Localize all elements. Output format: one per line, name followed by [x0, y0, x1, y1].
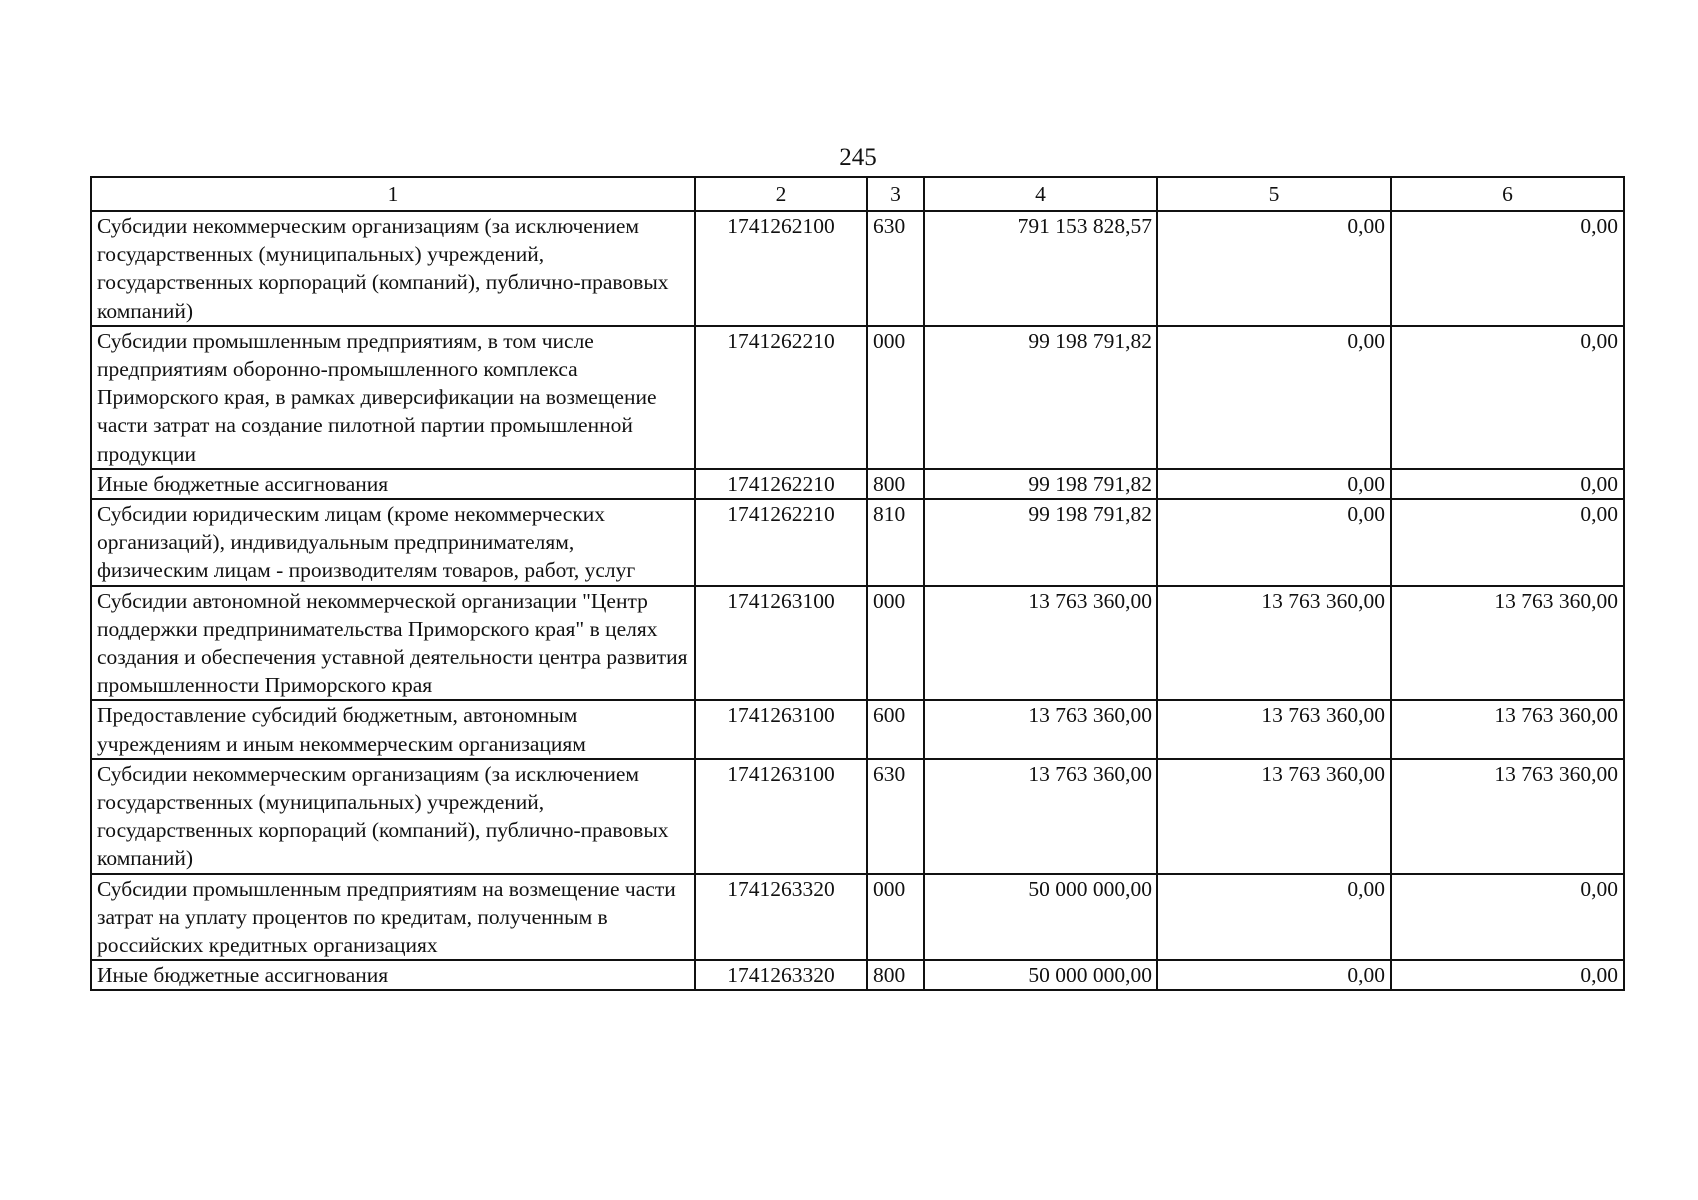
row-name: Субсидии некоммерческим организациям (за исключением государственных (муниципальных) учреждений, государственных корпораций (компаний), публично-правовых компаний) — [91, 759, 695, 874]
row-sum-col-4: 99 198 791,82 — [924, 499, 1157, 586]
table-row — [91, 499, 1624, 586]
row-expense-type: 800 — [867, 960, 924, 990]
row-name: Субсидии автономной некоммерческой организации "Центр поддержки предпринимательства Приморского края" в целях создания и обеспечения уставной деятельности центра развития промышленности Приморского края — [91, 586, 695, 701]
row-expense-type: 600 — [867, 700, 924, 758]
row-expense-type: 000 — [867, 586, 924, 701]
row-sum-col-4: 791 153 828,57 — [924, 211, 1157, 326]
row-sum-col-5: 0,00 — [1157, 326, 1391, 469]
row-expense-type: 630 — [867, 759, 924, 874]
row-sum-col-5: 13 763 360,00 — [1157, 759, 1391, 874]
table-row — [91, 700, 1624, 758]
row-expense-type: 000 — [867, 326, 924, 469]
row-sum-col-6: 0,00 — [1391, 211, 1624, 326]
row-sum-col-4: 13 763 360,00 — [924, 586, 1157, 701]
table-body — [91, 211, 1624, 990]
row-sum-col-5: 13 763 360,00 — [1157, 586, 1391, 701]
header-col-5: 5 — [1157, 177, 1391, 211]
header-col-6: 6 — [1391, 177, 1624, 211]
row-name: Иные бюджетные ассигнования — [91, 469, 695, 499]
row-sum-col-5: 0,00 — [1157, 211, 1391, 326]
row-target-code: 1741262210 — [695, 326, 867, 469]
table-row — [91, 874, 1624, 961]
row-name: Субсидии юридическим лицам (кроме некоммерческих организаций), индивидуальным предпринимателям, физическим лицам - производителям товаров, работ, услуг — [91, 499, 695, 586]
row-target-code: 1741262100 — [695, 211, 867, 326]
row-sum-col-6: 0,00 — [1391, 469, 1624, 499]
row-sum-col-4: 13 763 360,00 — [924, 700, 1157, 758]
row-sum-col-4: 99 198 791,82 — [924, 469, 1157, 499]
row-expense-type: 000 — [867, 874, 924, 961]
table-row — [91, 960, 1624, 990]
budget-table — [90, 176, 1625, 991]
row-sum-col-4: 50 000 000,00 — [924, 874, 1157, 961]
header-col-2: 2 — [695, 177, 867, 211]
header-col-4: 4 — [924, 177, 1157, 211]
row-sum-col-6: 0,00 — [1391, 326, 1624, 469]
table-header — [91, 177, 1624, 211]
header-row — [91, 177, 1624, 211]
table-row — [91, 759, 1624, 874]
row-target-code: 1741263100 — [695, 586, 867, 701]
header-col-3: 3 — [867, 177, 924, 211]
row-sum-col-5: 13 763 360,00 — [1157, 700, 1391, 758]
row-sum-col-6: 0,00 — [1391, 874, 1624, 961]
row-sum-col-6: 13 763 360,00 — [1391, 700, 1624, 758]
table-row — [91, 469, 1624, 499]
table-row — [91, 326, 1624, 469]
table-row — [91, 211, 1624, 326]
row-target-code: 1741262210 — [695, 469, 867, 499]
row-target-code: 1741263100 — [695, 759, 867, 874]
row-sum-col-5: 0,00 — [1157, 960, 1391, 990]
row-sum-col-5: 0,00 — [1157, 874, 1391, 961]
row-target-code: 1741263100 — [695, 700, 867, 758]
page-number: 245 — [839, 144, 877, 171]
row-name: Субсидии промышленным предприятиям, в том числе предприятиям оборонно-промышленного комплекса Приморского края, в рамках диверсификации на возмещение части затрат на создание пилотной партии промышленной продукции — [91, 326, 695, 469]
row-sum-col-6: 0,00 — [1391, 499, 1624, 586]
row-name: Иные бюджетные ассигнования — [91, 960, 695, 990]
row-name: Субсидии некоммерческим организациям (за исключением государственных (муниципальных) учреждений, государственных корпораций (компаний), публично-правовых компаний) — [91, 211, 695, 326]
row-sum-col-6: 13 763 360,00 — [1391, 759, 1624, 874]
row-sum-col-4: 50 000 000,00 — [924, 960, 1157, 990]
header-col-1: 1 — [91, 177, 695, 211]
row-name: Субсидии промышленным предприятиям на возмещение части затрат на уплату процентов по кредитам, полученным в российских кредитных организациях — [91, 874, 695, 961]
row-sum-col-4: 99 198 791,82 — [924, 326, 1157, 469]
row-target-code: 1741262210 — [695, 499, 867, 586]
row-sum-col-6: 13 763 360,00 — [1391, 586, 1624, 701]
row-expense-type: 800 — [867, 469, 924, 499]
row-sum-col-5: 0,00 — [1157, 499, 1391, 586]
row-sum-col-4: 13 763 360,00 — [924, 759, 1157, 874]
row-target-code: 1741263320 — [695, 960, 867, 990]
row-expense-type: 630 — [867, 211, 924, 326]
row-expense-type: 810 — [867, 499, 924, 586]
table-row — [91, 586, 1624, 701]
row-sum-col-5: 0,00 — [1157, 469, 1391, 499]
row-name: Предоставление субсидий бюджетным, автономным учреждениям и иным некоммерческим организациям — [91, 700, 695, 758]
row-sum-col-6: 0,00 — [1391, 960, 1624, 990]
row-target-code: 1741263320 — [695, 874, 867, 961]
